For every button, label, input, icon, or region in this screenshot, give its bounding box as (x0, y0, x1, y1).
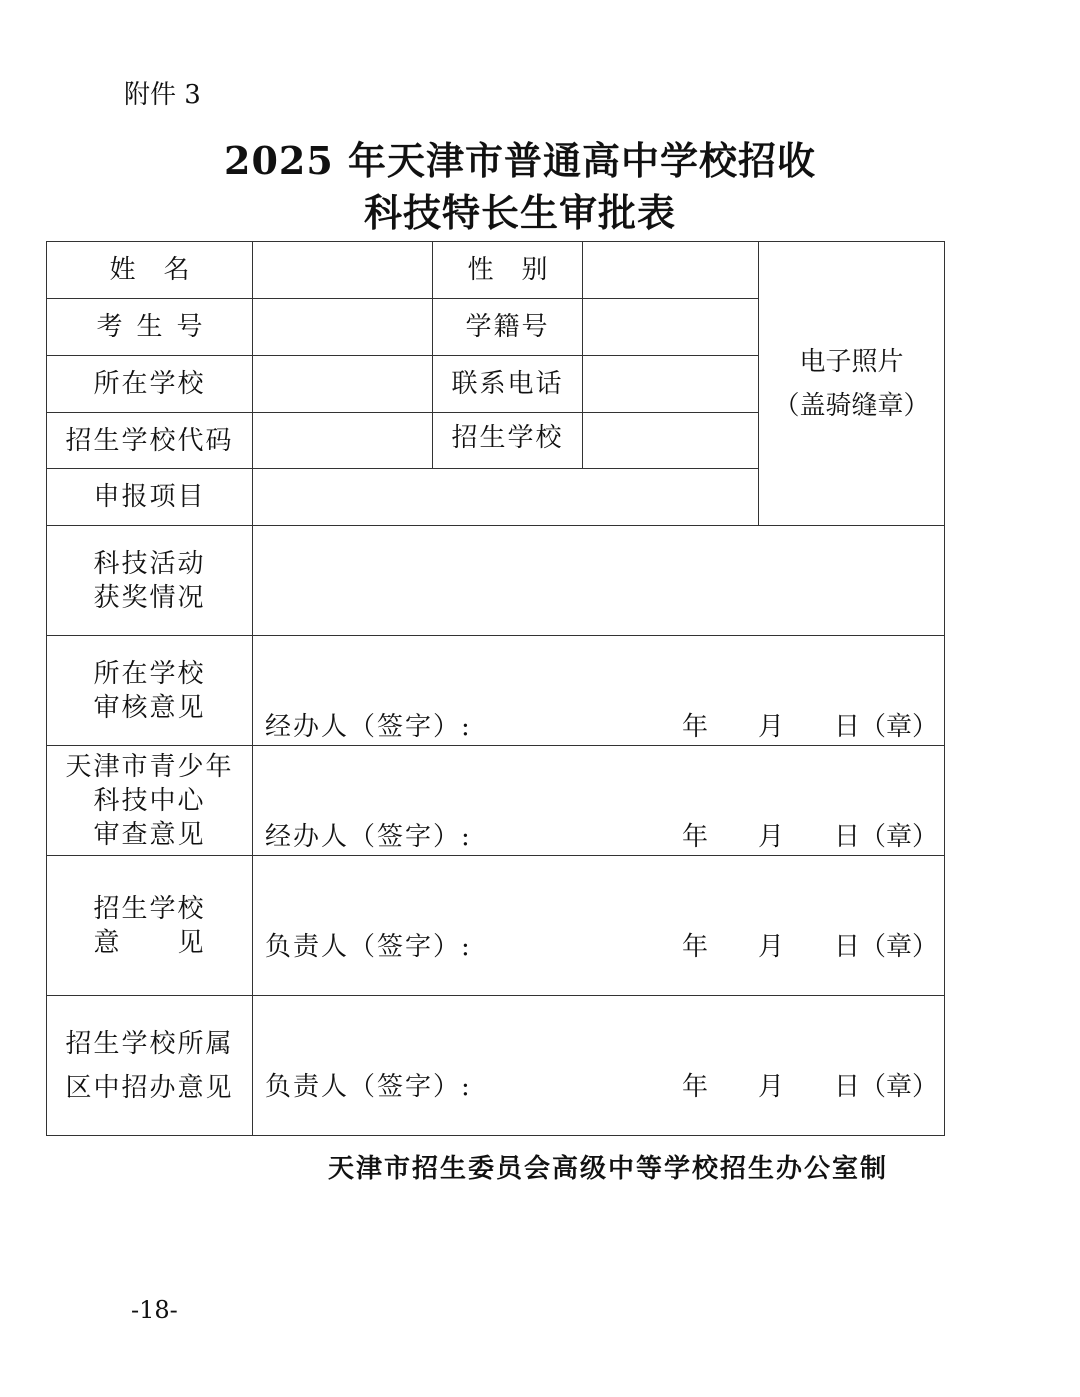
admit-school-label: 招生学校 (433, 413, 583, 469)
approval-form-table (46, 241, 945, 1136)
date-year: 年 (681, 1072, 708, 1102)
photo-label: 电子照片 (799, 346, 904, 377)
school-field[interactable] (253, 356, 433, 413)
award-label (47, 526, 253, 636)
date-day-seal: 日（章） (833, 932, 938, 962)
date-month: 月 (757, 822, 784, 852)
date-day-seal: 日（章） (833, 712, 938, 742)
leader-signature-label: 负责人（签字）: (265, 1072, 472, 1102)
admit-opinion-line1: 招生学校 (93, 893, 206, 924)
school-review-line1: 所在学校 (93, 658, 206, 689)
date-day-seal: 日（章） (833, 1072, 938, 1102)
handler-signature-label: 经办人（签字）: (265, 712, 472, 742)
date-seal-line (682, 1066, 938, 1103)
admit-opinion-field[interactable] (253, 856, 945, 996)
date-seal-line (682, 926, 938, 963)
award-label-line2: 获奖情况 (93, 582, 206, 613)
center-review-label (47, 746, 253, 856)
award-label-line1: 科技活动 (93, 548, 206, 579)
admit-code-field[interactable] (253, 413, 433, 469)
center-review-line2: 科技中心 (93, 785, 206, 816)
handler-signature-label: 经办人（签字）: (265, 822, 472, 852)
district-opinion-line2: 区中招办意见 (65, 1072, 234, 1103)
exam-no-field[interactable] (253, 299, 433, 356)
date-seal-line (682, 706, 938, 743)
date-year: 年 (681, 932, 708, 962)
date-month: 月 (757, 712, 784, 742)
photo-seal-note: （盖骑缝章） (773, 390, 930, 421)
issuer-footer: 天津市招生委员会高级中等学校招生办公室制 (328, 1154, 889, 1184)
phone-field[interactable] (583, 356, 759, 413)
project-label: 申报项目 (47, 469, 253, 526)
name-field[interactable] (253, 242, 433, 299)
school-label: 所在学校 (47, 356, 253, 413)
page-title-line1: 2025 年天津市普通高中学校招收 (224, 138, 816, 183)
date-year: 年 (681, 822, 708, 852)
page-number: -18- (131, 1296, 178, 1324)
date-year: 年 (681, 712, 708, 742)
center-review-line3: 审查意见 (93, 819, 206, 850)
gender-label: 性别 (433, 242, 583, 299)
award-field[interactable] (253, 526, 945, 636)
district-opinion-label (47, 996, 253, 1136)
gender-field[interactable] (583, 242, 759, 299)
admit-opinion-line2: 意 见 (93, 927, 206, 958)
photo-box[interactable] (759, 242, 945, 526)
phone-label: 联系电话 (433, 356, 583, 413)
district-opinion-line1: 招生学校所属 (65, 1028, 234, 1059)
page-title-line2: 科技特长生审批表 (363, 190, 676, 235)
date-seal-line (682, 816, 938, 853)
leader-signature-label: 负责人（签字）: (265, 932, 472, 962)
name-label: 姓名 (47, 242, 253, 299)
center-review-line1: 天津市青少年 (65, 751, 234, 782)
exam-no-label: 考生号 (47, 299, 253, 356)
school-review-label (47, 636, 253, 746)
date-day-seal: 日（章） (833, 822, 938, 852)
admit-school-field[interactable] (583, 413, 759, 469)
admit-code-label: 招生学校代码 (47, 413, 253, 469)
date-month: 月 (757, 1072, 784, 1102)
school-review-field[interactable] (253, 636, 945, 746)
center-review-field[interactable] (253, 746, 945, 856)
attachment-label: 附件 3 (124, 80, 201, 110)
district-opinion-field[interactable] (253, 996, 945, 1136)
student-id-label: 学籍号 (433, 299, 583, 356)
school-review-line2: 审核意见 (93, 692, 206, 723)
student-id-field[interactable] (583, 299, 759, 356)
admit-opinion-label (47, 856, 253, 996)
project-field[interactable] (253, 469, 759, 526)
date-month: 月 (757, 932, 784, 962)
